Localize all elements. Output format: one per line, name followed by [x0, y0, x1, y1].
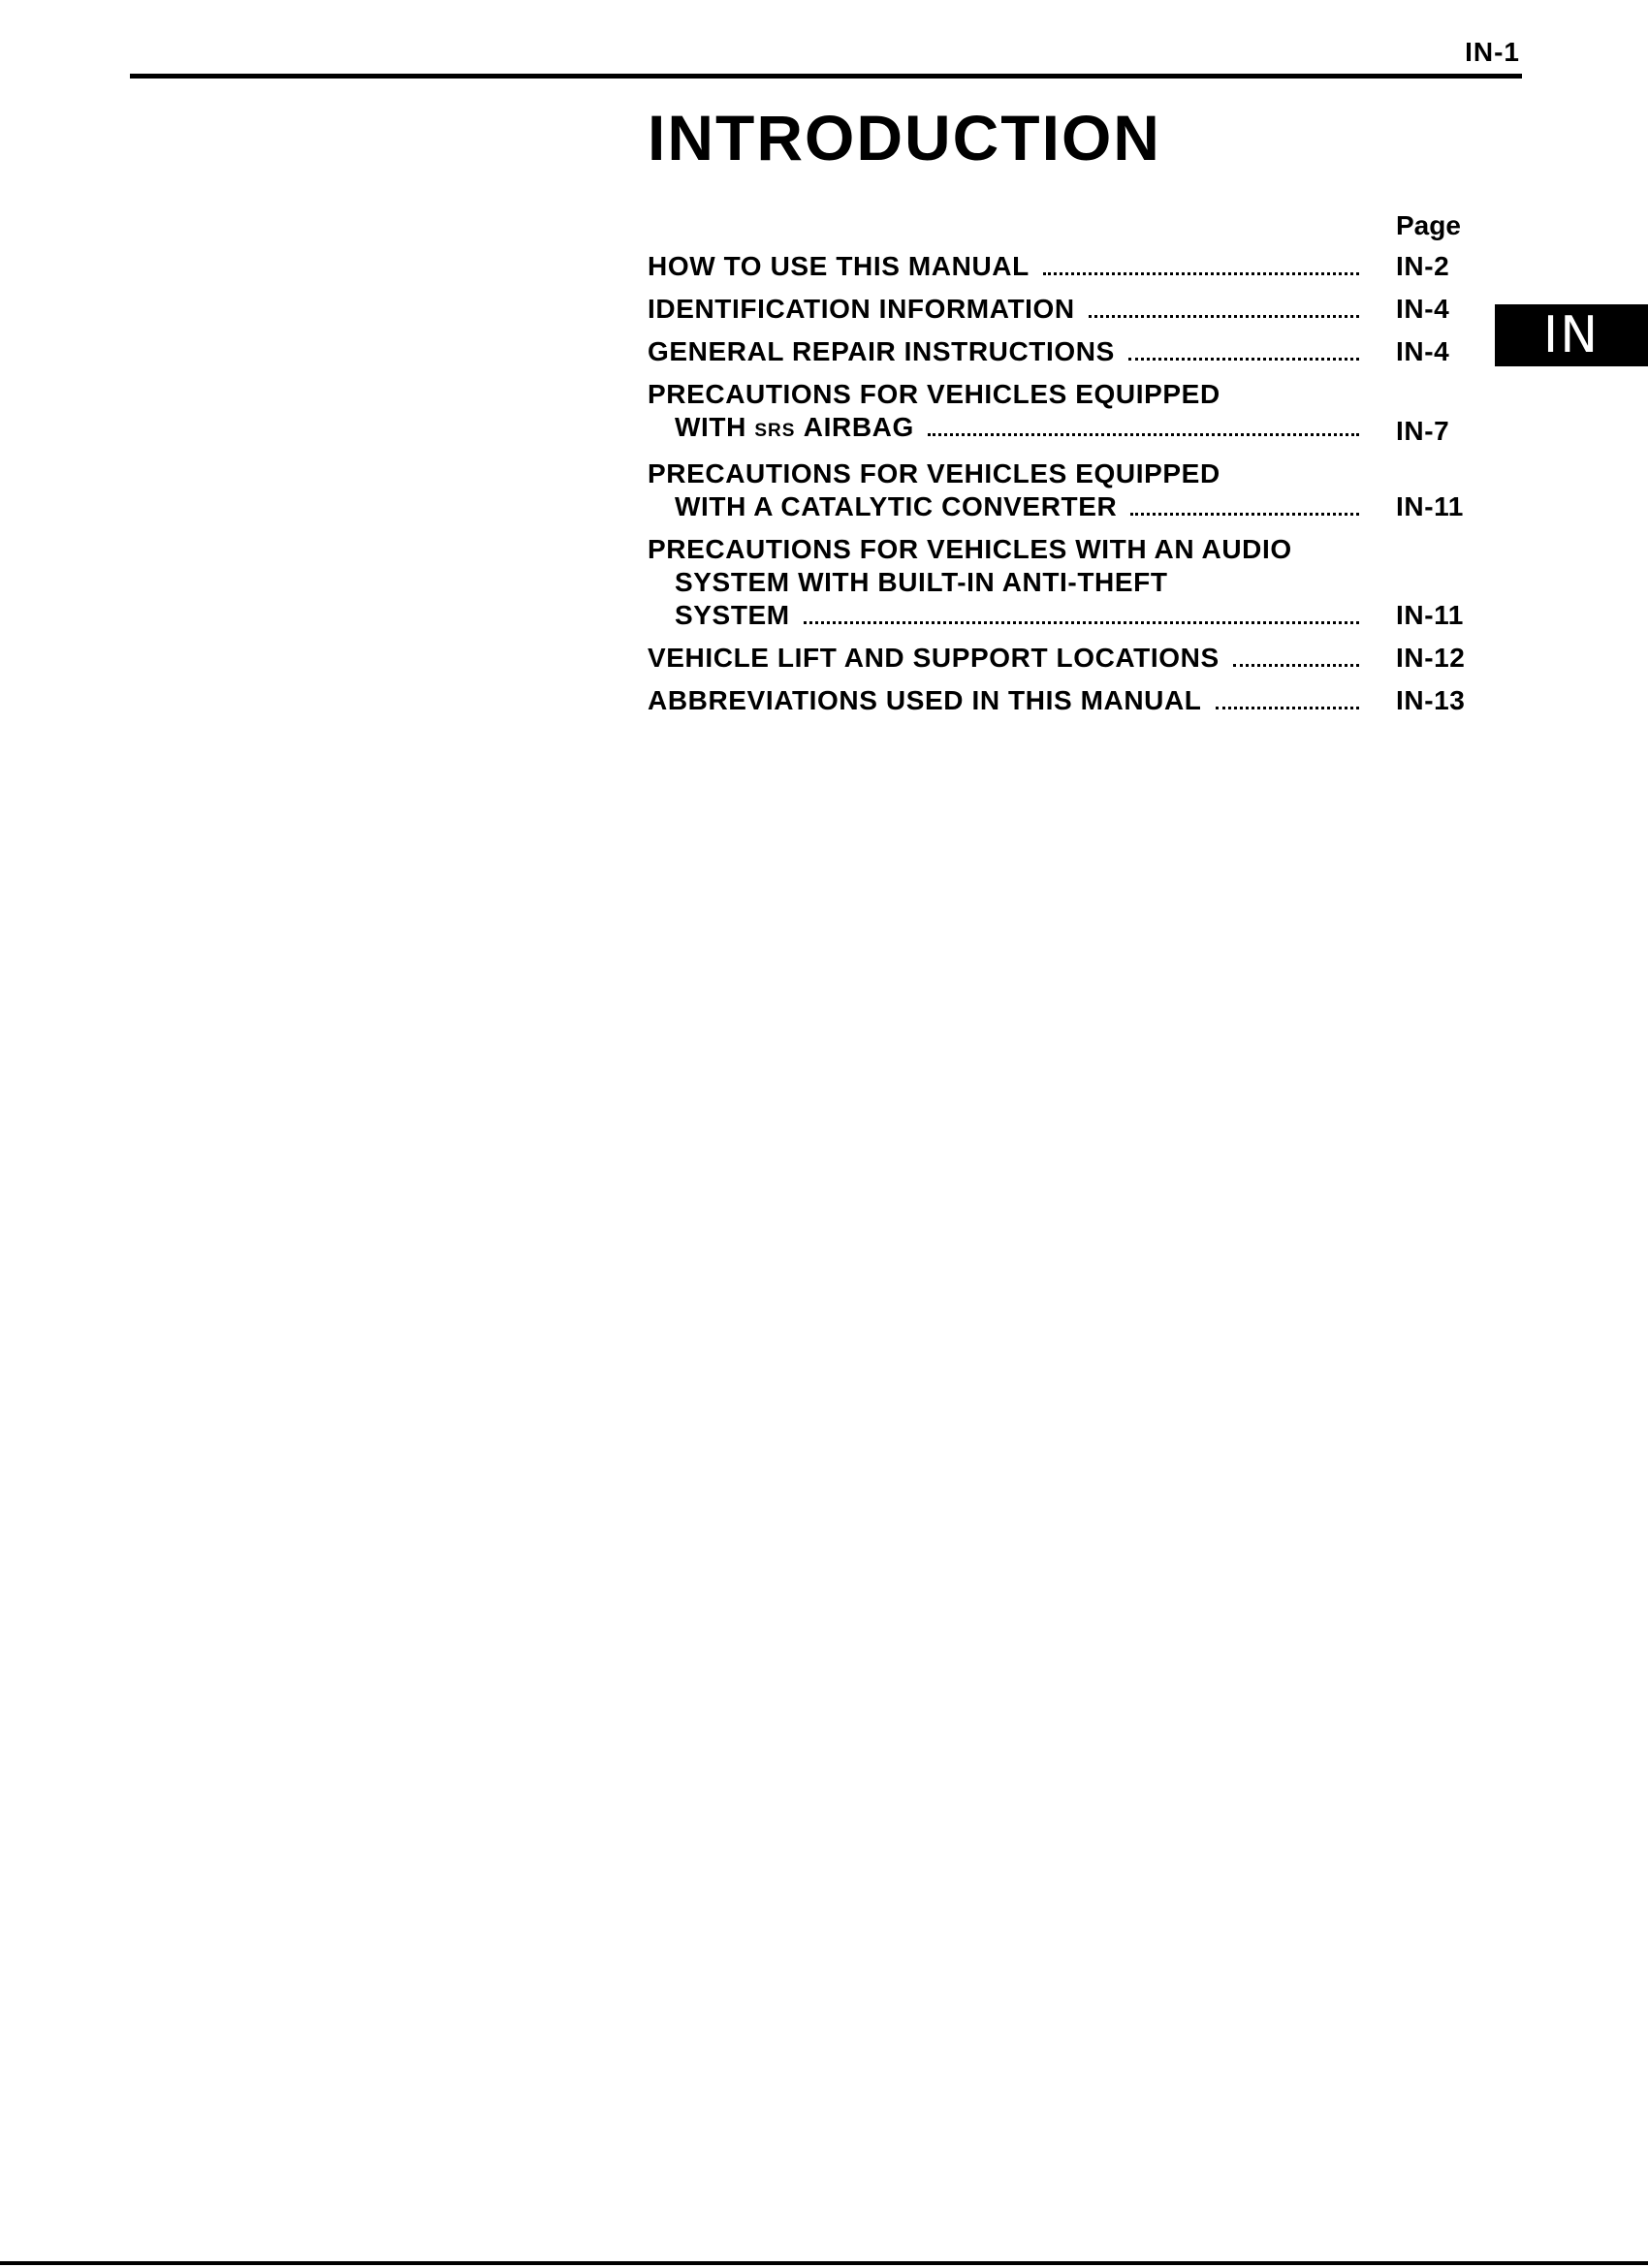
toc-entry-title-line: SYSTEM WITH BUILT-IN ANTI-THEFT [675, 567, 1168, 597]
toc-entry-title-part: SYSTEM [675, 600, 790, 630]
toc-entry-title: IDENTIFICATION INFORMATION [648, 294, 1075, 324]
toc-dot-leader [1216, 685, 1359, 709]
toc-entry-page: IN-11 [1396, 600, 1464, 630]
toc-entry-abbreviations[interactable] [648, 684, 1501, 717]
toc-entry-title-line: PRECAUTIONS FOR VEHICLES EQUIPPED [648, 458, 1220, 488]
toc-entry-title: HOW TO USE THIS MANUAL [648, 251, 1030, 281]
toc-entry-page: IN-13 [1396, 685, 1466, 715]
toc-entry-title: ABBREVIATIONS USED IN THIS MANUAL [648, 685, 1202, 715]
toc-entry-title-line [648, 599, 1365, 632]
toc-entry-title-part: AIRBAG [803, 412, 914, 442]
toc-entry-page: IN-12 [1396, 643, 1466, 673]
toc-entry-how-to-use[interactable] [648, 250, 1501, 283]
toc-entry-title-line [648, 411, 1365, 448]
section-tab[interactable]: IN [1495, 304, 1648, 366]
srs-abbreviation: SRS [754, 421, 796, 441]
toc-entry-title-line [648, 684, 1365, 717]
toc-dot-leader [1130, 491, 1359, 516]
toc-entry-srs-airbag[interactable] [648, 378, 1501, 448]
toc-entry-page: IN-4 [1396, 336, 1450, 366]
page-title: INTRODUCTION [648, 102, 1161, 173]
toc-dot-leader [1128, 336, 1359, 361]
table-of-contents [648, 250, 1501, 727]
toc-entry-title-line [648, 490, 1365, 523]
toc-page-column-header: Page [1396, 210, 1461, 240]
toc-dot-leader [1089, 294, 1359, 318]
toc-entry-title-line [648, 335, 1365, 368]
header-rule [130, 74, 1522, 79]
page-number: IN-1 [1465, 37, 1520, 67]
toc-dot-leader [1233, 643, 1359, 667]
toc-entry-page: IN-11 [1396, 491, 1464, 521]
toc-dot-leader [804, 600, 1359, 624]
toc-entry-catalytic-converter[interactable] [648, 457, 1501, 523]
toc-entry-page: IN-4 [1396, 294, 1450, 324]
toc-entry-title: VEHICLE LIFT AND SUPPORT LOCATIONS [648, 643, 1220, 673]
toc-entry-title-line [648, 293, 1365, 326]
toc-entry-page: IN-7 [1396, 416, 1450, 446]
toc-entry-page: IN-2 [1396, 251, 1450, 281]
toc-entry-title-line: PRECAUTIONS FOR VEHICLES WITH AN AUDIO [648, 534, 1292, 564]
toc-entry-audio-anti-theft[interactable] [648, 533, 1501, 632]
toc-entry-title-part: WITH [675, 412, 746, 442]
toc-entry-title-line: PRECAUTIONS FOR VEHICLES EQUIPPED [648, 379, 1220, 409]
toc-dot-leader [928, 412, 1359, 436]
toc-entry-title-line [648, 642, 1365, 675]
toc-entry-title: GENERAL REPAIR INSTRUCTIONS [648, 336, 1115, 366]
toc-entry-vehicle-lift[interactable] [648, 642, 1501, 675]
toc-entry-identification[interactable] [648, 293, 1501, 326]
toc-entry-title-part: WITH A CATALYTIC CONVERTER [675, 491, 1118, 521]
toc-entry-general-repair[interactable] [648, 335, 1501, 368]
toc-dot-leader [1043, 251, 1359, 275]
toc-entry-title-line [648, 250, 1365, 283]
bottom-edge-rule [0, 2261, 1648, 2265]
